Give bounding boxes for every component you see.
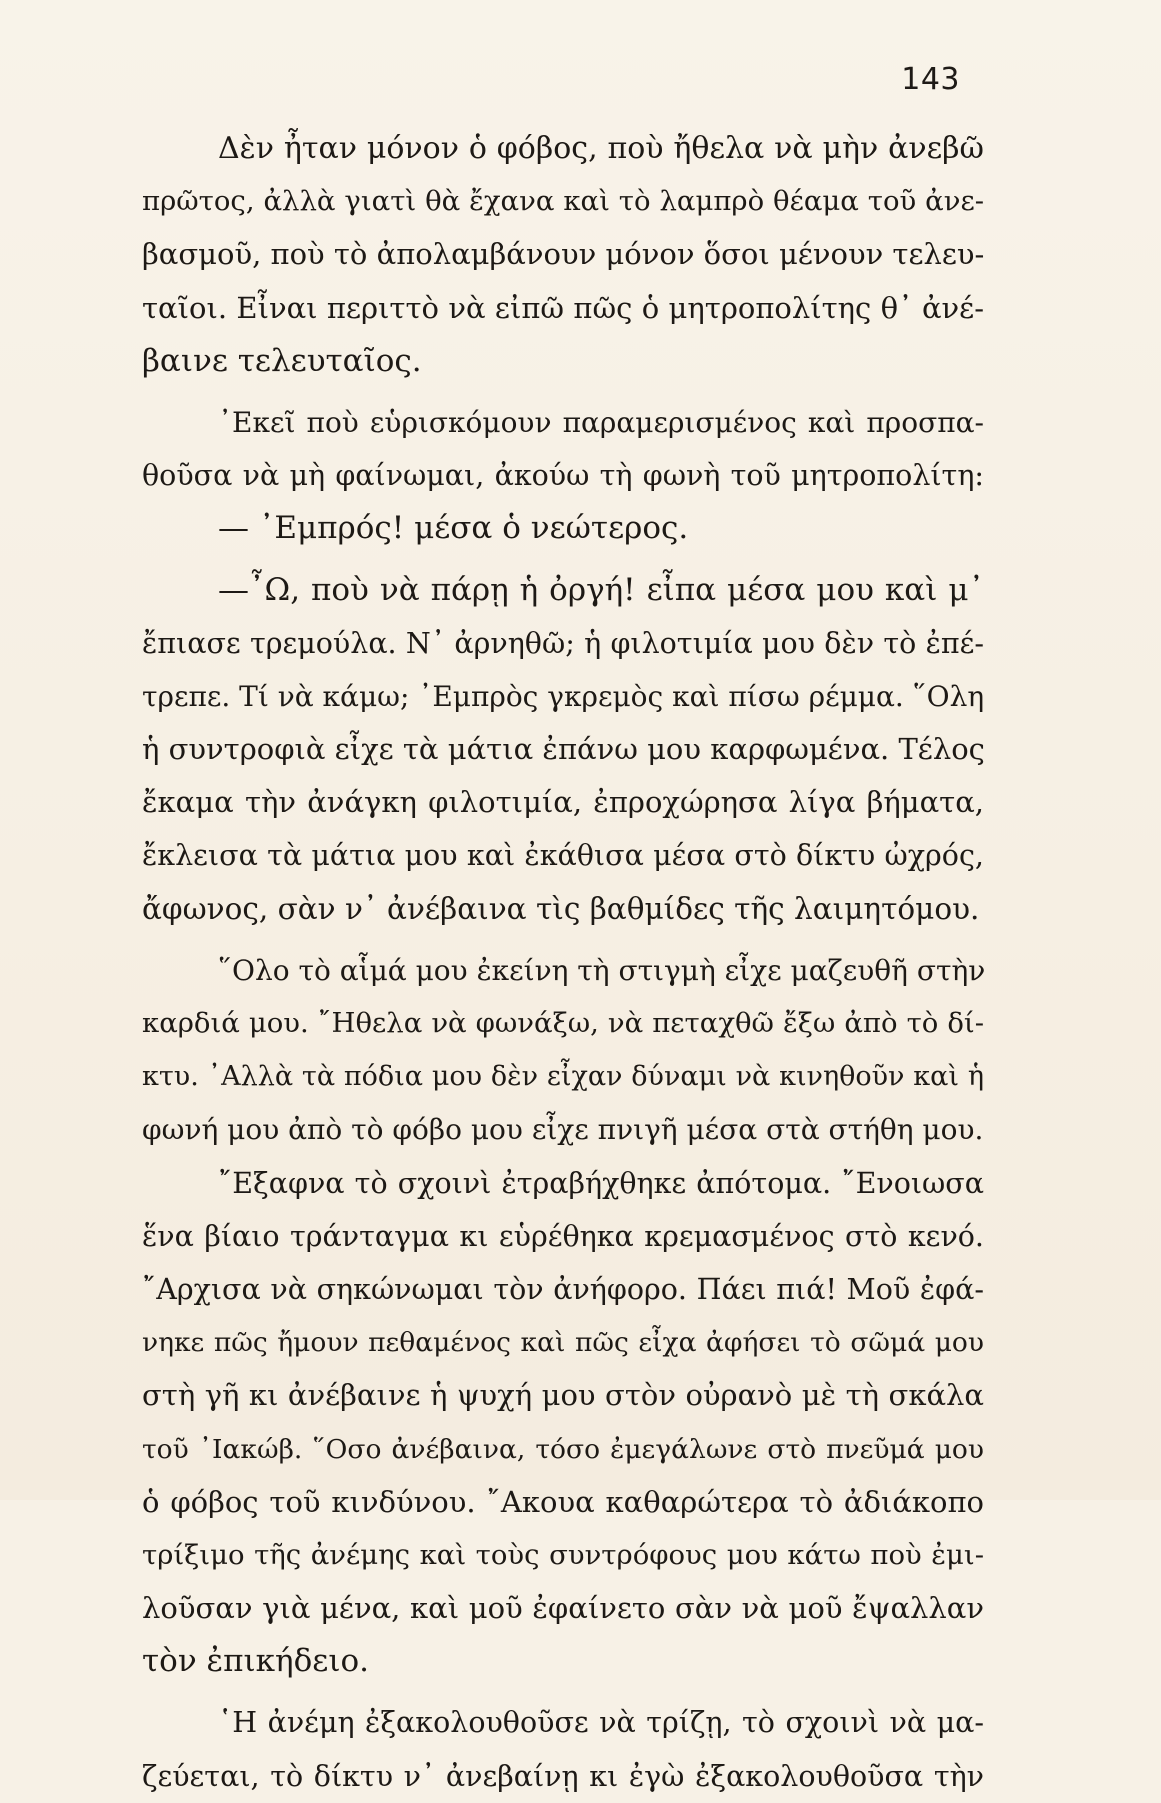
text-line: στὴ γῆ κι ἀνέβαινε ἡ ψυχή μου στὸν οὐρανὸ μὲ τὴ σκάλα [142,1378,984,1413]
text-line: ἔκλεισα τὰ μάτια μου καὶ ἐκάθισα μέσα στὸ δίκτυ ὠχρός, [142,839,984,873]
paragraph [142,122,984,388]
text-line: πρῶτος, ἀλλὰ γιατὶ θὰ ἔχανα καὶ τὸ λαμπρὸ θέαμα τοῦ ἀνε- [142,185,984,218]
text-line: βασμοῦ, ποὺ τὸ ἀπολαμβάνουν μόνον ὅσοι μένουν τελευ- [142,237,985,272]
text-line: ἄφωνος, σὰν ν᾿ ἀνέβαινα τὶς βαθμίδες τῆς λαιμητόμου. [142,891,980,926]
text-line: λοῦσαν γιὰ μένα, καὶ μοῦ ἐφαίνετο σὰν νὰ μοῦ ἔψαλλαν [142,1591,984,1626]
text-line: — ᾿Εμπρός! μέσα ὁ νεώτερος. [218,510,689,547]
text-line: φωνή μου ἀπὸ τὸ φόβο μου εἶχε πνιγῆ μέσα στὰ στήθη μου. [142,1113,984,1147]
paragraph [142,564,984,936]
text-line: ῎Εξαφνα τὸ σχοινὶ ἐτραβήχθηκε ἀπότομα. ῎Ενοιωσα [218,1166,984,1200]
text-line: ἕνα βίαιο τράνταγμα κι εὑρέθηκα κρεμασμένος στὸ κενό. [142,1219,984,1253]
text-line: ζεύεται, τὸ δίκτυ ν᾿ ἀνεβαίνῃ κι ἐγὼ ἐξακολουθοῦσα τὴν [142,1759,984,1793]
text-line: τοῦ ᾿Ιακώβ. ῞Οσο ἀνέβαινα, τόσο ἐμεγάλωνε στὸ πνεῦμά μου [142,1433,984,1465]
paragraph [142,1696,984,1802]
body-text [142,122,984,1803]
text-line: ᾿Εκεῖ ποὺ εὑρισκόμουν παραμερισμένος καὶ προσπα- [218,405,984,439]
text-line: ῞Ολο τὸ αἷμά μου ἐκείνη τὴ στιγμὴ εἶχε μαζευθῆ στὴν [218,953,986,987]
paragraph [142,396,984,502]
text-line: ἔκαμα τὴν ἀνάγκη φιλοτιμία, ἐπροχώρησα λίγα βήματα, [142,785,984,820]
text-line: βαινε τελευταῖος. [142,342,422,379]
paragraph [142,1157,984,1689]
paragraph [142,502,984,555]
text-line: ταῖοι. Εἶναι περιττὸ νὰ εἰπῶ πῶς ὁ μητροπολίτης θ᾿ ἀνέ- [142,290,984,325]
text-line: —῏Ω, ποὺ νὰ πάρῃ ἡ ὀργή! εἶπα μέσα μου καὶ μ᾿ [218,571,984,608]
text-line: θοῦσα νὰ μὴ φαίνωμαι, ἀκούω τὴ φωνὴ τοῦ μητροπολίτη: [142,459,984,493]
text-line: τρίξιμο τῆς ἀνέμης καὶ τοὺς συντρόφους μου κάτω ποὺ ἐμι- [142,1538,984,1571]
text-line: τὸν ἐπικήδειο. [142,1643,370,1680]
text-line: Δὲν ἦταν μόνον ὁ φόβος, ποὺ ἤθελα νὰ μὴν ἀνεβῶ [218,131,984,166]
text-line: ἡ συντροφιὰ εἶχε τὰ μάτια ἐπάνω μου καρφωμένα. Τέλος [142,732,985,767]
text-line: ὁ φόβος τοῦ κινδύνου. ῎Ακουα καθαρώτερα τὸ ἀδιάκοπο [142,1484,984,1519]
text-line: κτυ. ᾿Αλλὰ τὰ πόδια μου δὲν εἶχαν δύναμι νὰ κινηθοῦν καὶ ἡ [142,1061,984,1093]
text-line: νηκε πῶς ἤμουν πεθαμένος καὶ πῶς εἶχα ἀφήσει τὸ σῶμά μου [142,1327,984,1359]
paragraph [142,944,984,1157]
text-line: καρδιά μου. ῎Ηθελα νὰ φωνάξω, νὰ πεταχθῶ ἔξω ἀπὸ τὸ δί- [142,1007,984,1039]
text-line: ῾Η ἀνέμη ἐξακολουθοῦσε νὰ τρίζῃ, τὸ σχοινὶ νὰ μα- [218,1706,984,1740]
text-line: ἔπιασε τρεμούλα. Ν᾿ ἀρνηθῶ; ἡ φιλοτιμία μου δὲν τὸ ἐπέ- [142,626,984,660]
text-line: τρεπε. Τί νὰ κάμω; ᾿Εμπρὸς γκρεμὸς καὶ πίσω ρέμμα. ῞Ολη [142,679,985,713]
text-line: ῎Αρχισα νὰ σηκώνωμαι τὸν ἀνήφορο. Πάει πιά! Μοῦ ἐφά- [142,1272,984,1306]
page-number: 143 [901,62,960,97]
